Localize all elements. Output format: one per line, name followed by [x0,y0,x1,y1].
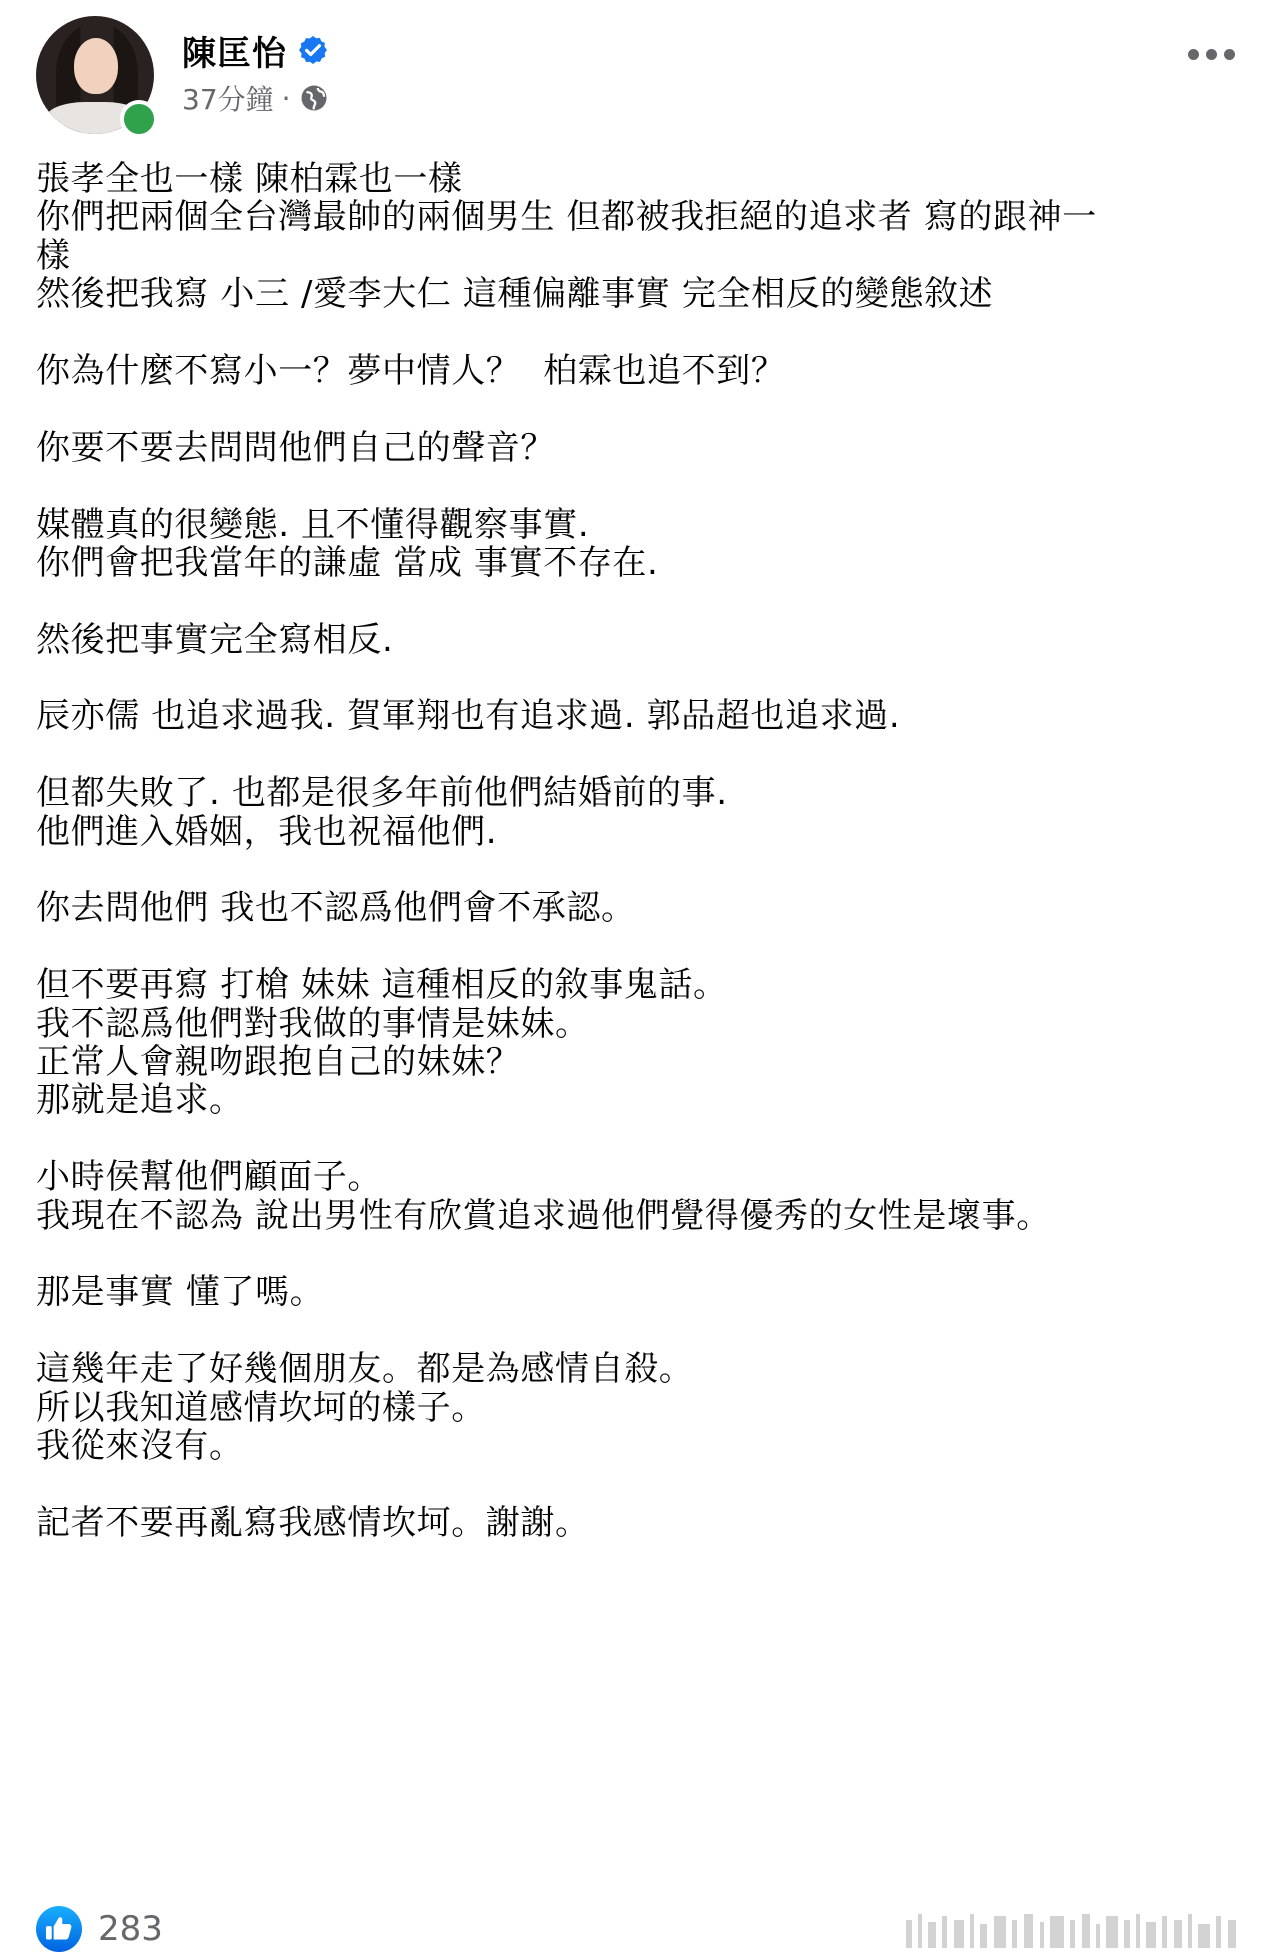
paragraph-gap [36,1120,1226,1158]
post-text-line: 我從來沒有。 [36,1425,244,1466]
post-text-line: 你們會把我當年的謙虛 當成 事實不存在. [36,542,659,583]
post-timestamp[interactable]: 37分鐘 [182,83,274,116]
post-text-line: 媒體真的很變態. 且不懂得觀察事實. [36,504,590,545]
watermark-barcode-icon [906,1912,1246,1950]
more-dot [1206,49,1217,60]
post-text-line: 這幾年走了好幾個朋友。都是為感情自殺。 [36,1349,694,1390]
post-header [36,16,1246,136]
online-status-dot [120,100,158,138]
post-text-line: 你們把兩個全台灣最帥的兩個男生 但都被我拒絕的追求者 寫的跟神一 [36,197,1097,238]
more-dot [1224,49,1235,60]
paragraph-gap [36,659,1226,697]
paragraph-gap [36,736,1226,774]
like-count[interactable]: 283 [98,1909,163,1949]
paragraph-gap [36,851,1226,889]
post-text-line: 小時侯幫他們顧面子。 [36,1157,382,1198]
post-text-line: 但不要再寫 打槍 妹妹 這種相反的敘事鬼話。 [36,965,728,1006]
post-text-line: 記者不要再亂寫我感情坎坷。謝謝。 [36,1502,590,1543]
post-text-line: 你去問他們 我也不認爲他們會不承認。 [36,888,636,929]
more-dot [1188,49,1199,60]
verified-badge-icon [297,34,329,66]
post-text-line: 他們進入婚姻，我也祝福他們. [36,811,498,852]
post-footer [36,1906,1246,1952]
paragraph-gap [36,1312,1226,1350]
author-name[interactable]: 陳匡怡 [182,33,287,74]
post-text-line: 樣 [36,235,71,276]
post-text-line: 張孝全也一樣 陳柏霖也一樣 [36,159,463,199]
paragraph-gap [36,1235,1226,1273]
paragraph-gap [36,1465,1226,1503]
post-body [36,160,1226,1542]
more-options-icon[interactable] [1188,46,1240,62]
post-text-line: 所以我知道感情坎坷的樣子。 [36,1387,486,1428]
post-text-line: 你要不要去問問他們自己的聲音？ [36,427,555,468]
paragraph-gap [36,582,1226,620]
post-text-line: 我不認爲他們對我做的事情是妹妹。 [36,1003,590,1044]
avatar-face [74,38,118,94]
like-icon[interactable] [36,1906,82,1952]
paragraph-gap [36,467,1226,505]
paragraph-gap [36,390,1226,428]
post-text-line: 然後把事實完全寫相反. [36,619,394,660]
author-avatar[interactable] [36,16,154,134]
post-text-line: 我現在不認為 說出男性有欣賞追求過他們覺得優秀的女性是壞事。 [36,1195,1051,1236]
author-name-row [182,28,329,72]
post-text-line: 正常人會親吻跟抱自己的妹妹？ [36,1041,521,1082]
paragraph-gap [36,314,1226,352]
globe-icon[interactable] [299,83,329,113]
post-text-line: 但都失敗了. 也都是很多年前他們結婚前的事. [36,773,728,814]
post-meta [182,80,329,116]
meta-separator: · [281,81,291,115]
post-text-line: 然後把我寫 小三 /愛李大仁 這種偏離事實 完全相反的變態敘述 [36,274,994,315]
post-text-line: 辰亦儒 也追求過我. 賀軍翔也有追求過. 郭品超也追求過. [36,696,901,737]
post-text-line: 那就是追求。 [36,1080,244,1121]
post-text-line: 你為什麼不寫小一？夢中情人？ 柏霖也追不到？ [36,350,786,391]
paragraph-gap [36,928,1226,966]
post-text-line: 那是事實 懂了嗎。 [36,1272,325,1313]
